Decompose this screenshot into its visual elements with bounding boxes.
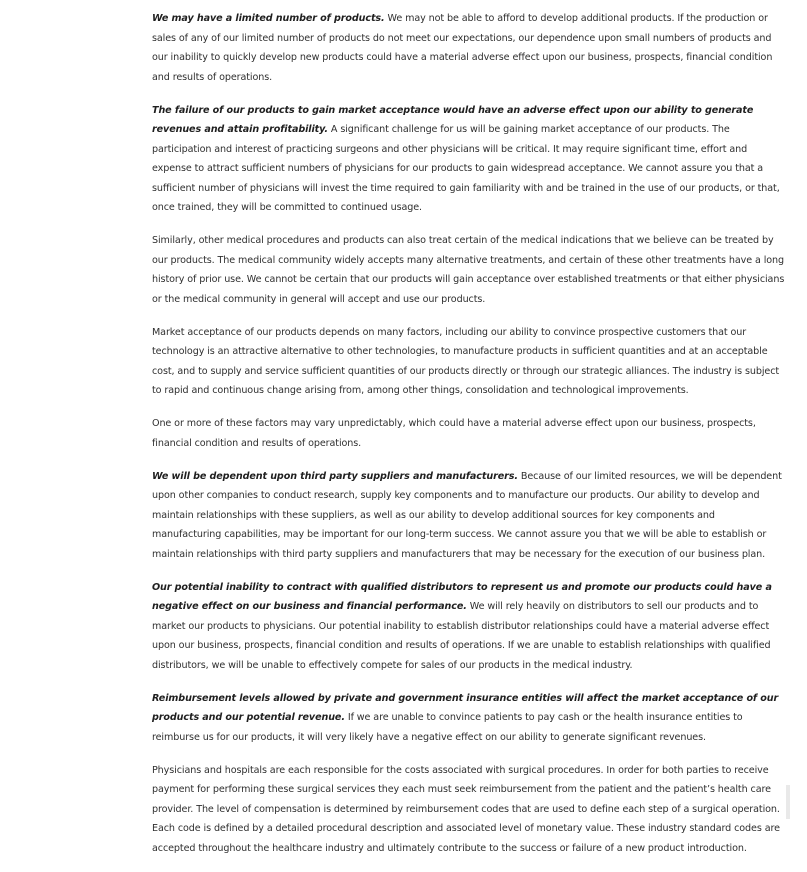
paragraph-text: Similarly, other medical procedures and products can also treat certain of the medical indications that we believe can be treated by our products. The medical community widely accepts many alternative treatments, and certain of these other treatments have a long history of prior use. We cannot be certain that our products will gain acceptance over established treatments or that either physicians or the medical community in general will accept and use our products. (152, 235, 785, 305)
paragraph-reimbursement (152, 689, 786, 748)
paragraph-reimbursement-codes (152, 761, 786, 859)
document-body (152, 9, 786, 872)
paragraph-heading: We will be dependent upon third party suppliers and manufacturers. (152, 470, 518, 482)
paragraph-text: One or more of these factors may vary unpredictably, which could have a material adverse effect upon our business, prospects, financial condition and results of operations. (152, 418, 756, 449)
paragraph-limited-products (152, 9, 786, 87)
paragraph-heading: Reimbursement levels allowed by private and government insurance entities will affect the market acceptance of our products and our potential revenue. (152, 692, 779, 723)
paragraph-text: Because of our limited resources, we will be dependent upon other companies to conduct research, supply key components and to manufacture our products. Our ability to develop and maintain relationships with these suppliers, as well as our ability to develop additional sources for key components and manufacturing capabilities, may be important for our long-term success. We cannot assure you that we will be able to establish or maintain relationships with third party suppliers and manufacturers that may be necessary for the execution of our business plan. (152, 470, 782, 560)
paragraph-heading: The failure of our products to gain market acceptance would have an adverse effect upon our ability to generate revenues and attain profitability. (152, 104, 754, 135)
paragraph-alternative-treatments (152, 231, 786, 309)
paragraph-factors-vary (152, 414, 786, 453)
paragraph-text: If we are unable to convince patients to pay cash or the health insurance entities to reimburse us for our products, it will very likely have a negative effect on our ability to generate significant revenues. (152, 712, 743, 743)
paragraph-acceptance-factors (152, 323, 786, 401)
paragraph-market-acceptance (152, 101, 786, 218)
scroll-edge-marker (786, 785, 790, 819)
paragraph-text: Physicians and hospitals are each responsible for the costs associated with surgical procedures. In order for both parties to receive payment for performing these surgical services they each must seek reimbursement from the patient and the patient’s health care provider. The level of compensation is determined by reimbursement codes that are used to define each step of a surgical operation. Each code is defined by a detailed procedural description and associated level of monetary value. These industry standard codes are accepted throughout the healthcare industry and ultimately contribute to the success or failure of a new product introduction. (152, 764, 780, 854)
paragraph-text: A significant challenge for us will be gaining market acceptance of our products. The participation and interest of practicing surgeons and other physicians will be critical. It may require significant time, effort and expense to attract sufficient numbers of physicians for our products to gain widespread acceptance. We cannot assure you that a sufficient number of physicians will invest the time required to gain familiarity with and be trained in the use of our products, or that, once trained, they will be committed to continued usage. (152, 124, 780, 213)
paragraph-text: We may not be able to afford to develop additional products. If the production or sales of any of our limited number of products do not meet our expectations, our dependence upon small numbers of products and our inability to quickly develop new products could have a material adverse effect upon our business, prospects, financial condition and results of operations. (152, 13, 773, 83)
paragraph-distributors (152, 578, 786, 676)
paragraph-text: We will rely heavily on distributors to sell our products and to market our products to physicians. Our potential inability to establish distributor relationships could have a material adverse effect upon our business, prospects, financial condition and results of operations. If we are unable to establish relationships with qualified distributors, we will be unable to effectively compete for sales of our products in the medical industry. (152, 601, 771, 671)
paragraph-heading: Our potential inability to contract with qualified distributors to represent us and promote our products could have a negative effect on our business and financial performance. (152, 581, 772, 612)
paragraph-heading: We may have a limited number of products. (152, 13, 385, 24)
paragraph-text: Market acceptance of our products depends on many factors, including our ability to convince prospective customers that our technology is an attractive alternative to other technologies, to manufacture products in sufficient quantities and at an acceptable cost, and to supply and service sufficient quantities of our products directly or through our strategic alliances. The industry is subject to rapid and continuous change arising from, among other things, consolidation and technological improvements. (152, 326, 780, 396)
paragraph-third-party-suppliers (152, 467, 786, 565)
